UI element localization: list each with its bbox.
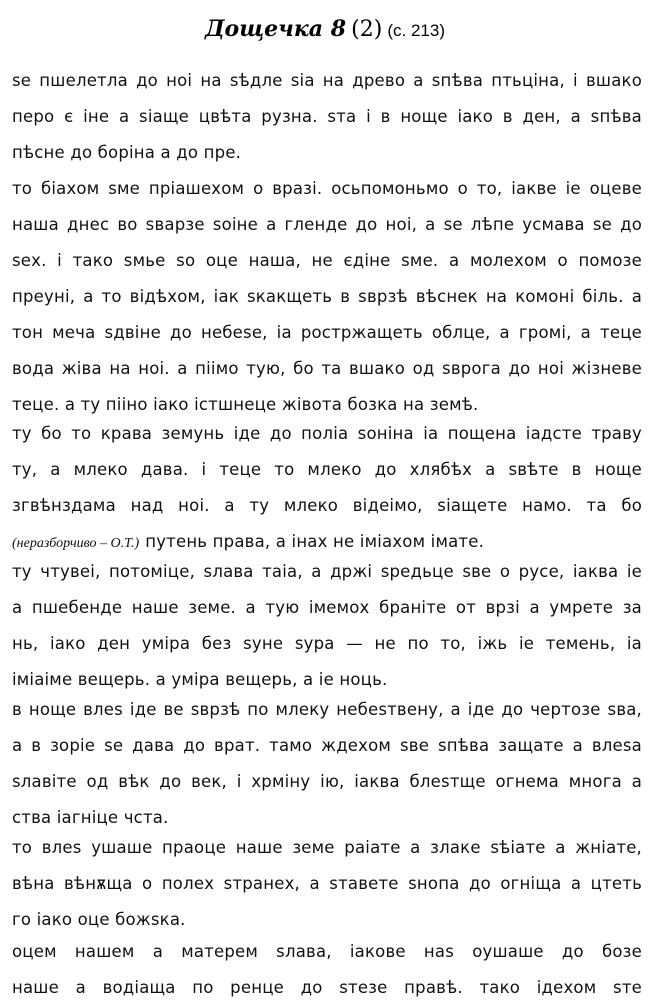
title-page-reference: (с. 213) bbox=[387, 21, 446, 40]
text-line: ту чтувеі, потоміце, ѕлава таіа, а држі ѕредьце ѕве о русе, іаква іе bbox=[12, 562, 642, 581]
paragraph-1 bbox=[12, 63, 642, 171]
text-line: іміаіме вещерь. а уміра вещерь, а іе ноць. bbox=[12, 670, 388, 689]
text-line: теце. а ту пііно іако істшнеце жівота бозка на земѣ. bbox=[12, 395, 479, 414]
illegible-note: (неразборчиво – О.Т.) bbox=[12, 536, 140, 551]
text-line: преуні, а то відѣхом, іак ѕкакщеть в ѕврзѣ вѣснек на комоні біль. а bbox=[12, 287, 642, 306]
text-line: ства іагніце чста. bbox=[12, 808, 169, 827]
text-line: то біахом ѕме пріашехом о вразі. осьпомоньмо о то, іакве іе оцеве bbox=[12, 179, 642, 198]
text-line: в ноще влеѕ іде ве ѕврзѣ по млеку небеѕтвену, а іде до чертозе ѕва, bbox=[12, 700, 642, 719]
paragraph-3 bbox=[12, 416, 642, 560]
text-line: вода жіва на ноі. а піімо тую, бо та вшако од ѕврога до ноі жізневе bbox=[12, 359, 642, 378]
text-line: тон меча ѕдвіне до небеѕе, іа ростржащеть облце, а громі, а теце bbox=[12, 323, 642, 342]
text-line: згвѣнздама над ноі. а ту млеко відеімо, ѕіащете намо. та бо bbox=[12, 496, 642, 515]
text-line: наша днес во ѕварзе ѕоіне а гленде до ноі, а ѕе лѣпе усмава ѕе до bbox=[12, 215, 642, 234]
paragraph-5 bbox=[12, 692, 642, 836]
paragraph-6 bbox=[12, 830, 642, 938]
text-line: пѣсне до боріна а до пре. bbox=[12, 143, 242, 162]
title-number: (2) bbox=[351, 17, 383, 42]
text-line: то влеѕ ушаше праоце наше земе раіате а злаке ѕѣіате а жніате, bbox=[12, 838, 642, 857]
paragraph-4 bbox=[12, 554, 642, 698]
text-line: ту бо то крава земунь іде до поліа ѕоніна іа пощена іадсте траву bbox=[12, 424, 642, 443]
paragraph-2 bbox=[12, 171, 642, 423]
text-line: ѕех. і тако ѕмье ѕо оце наша, не єдіне ѕме. а молехом о помозе bbox=[12, 251, 642, 270]
text-line: а в зоріе ѕе дава до врат. тамо ждехом ѕве ѕпѣва защате а влеѕа bbox=[12, 736, 642, 755]
text-line: наше а водіаща по ренце до ѕтезе правѣ. тако ідехом ѕте bbox=[12, 978, 642, 997]
text-line: нь, іако ден уміра без ѕуне ѕура — не по то, іжь іе темень, іа bbox=[12, 634, 642, 653]
text-line: го іако оце божѕка. bbox=[12, 910, 186, 929]
text-line: ѕлавіте од вѣк до век, і хрміну ію, іаква блеѕтще огнема многа а bbox=[12, 772, 642, 791]
text-line: а пшебенде наше земе. а тую імемох браніте от врзі а умрете за bbox=[12, 598, 642, 617]
text-line: ѕе пшелетла до ноі на ѕѣдле ѕіа на древо а ѕпѣва птьціна, і вшако bbox=[12, 71, 642, 90]
text-line: вѣна вѣнѫща о полех ѕтранех, а ѕтавете ѕнопа до огніща а цтеть bbox=[12, 874, 642, 893]
paragraph-7 bbox=[12, 934, 642, 1006]
text-line: ту, а млеко дава. і теце то млеко до хлябѣх а ѕвѣте в ноще bbox=[12, 460, 642, 479]
title-main: Дощечка 8 bbox=[204, 16, 347, 42]
text-line: путень права, а інах не іміахом імате. bbox=[145, 532, 485, 551]
text-line: перо є іне а ѕіаще цвѣта рузна. ѕта і в ноще іако в ден, а ѕпѣва bbox=[12, 107, 642, 126]
page-title bbox=[0, 16, 650, 42]
text-line: оцем нашем а матерем ѕлава, іакове наѕ оушаше до бозе bbox=[12, 942, 642, 961]
